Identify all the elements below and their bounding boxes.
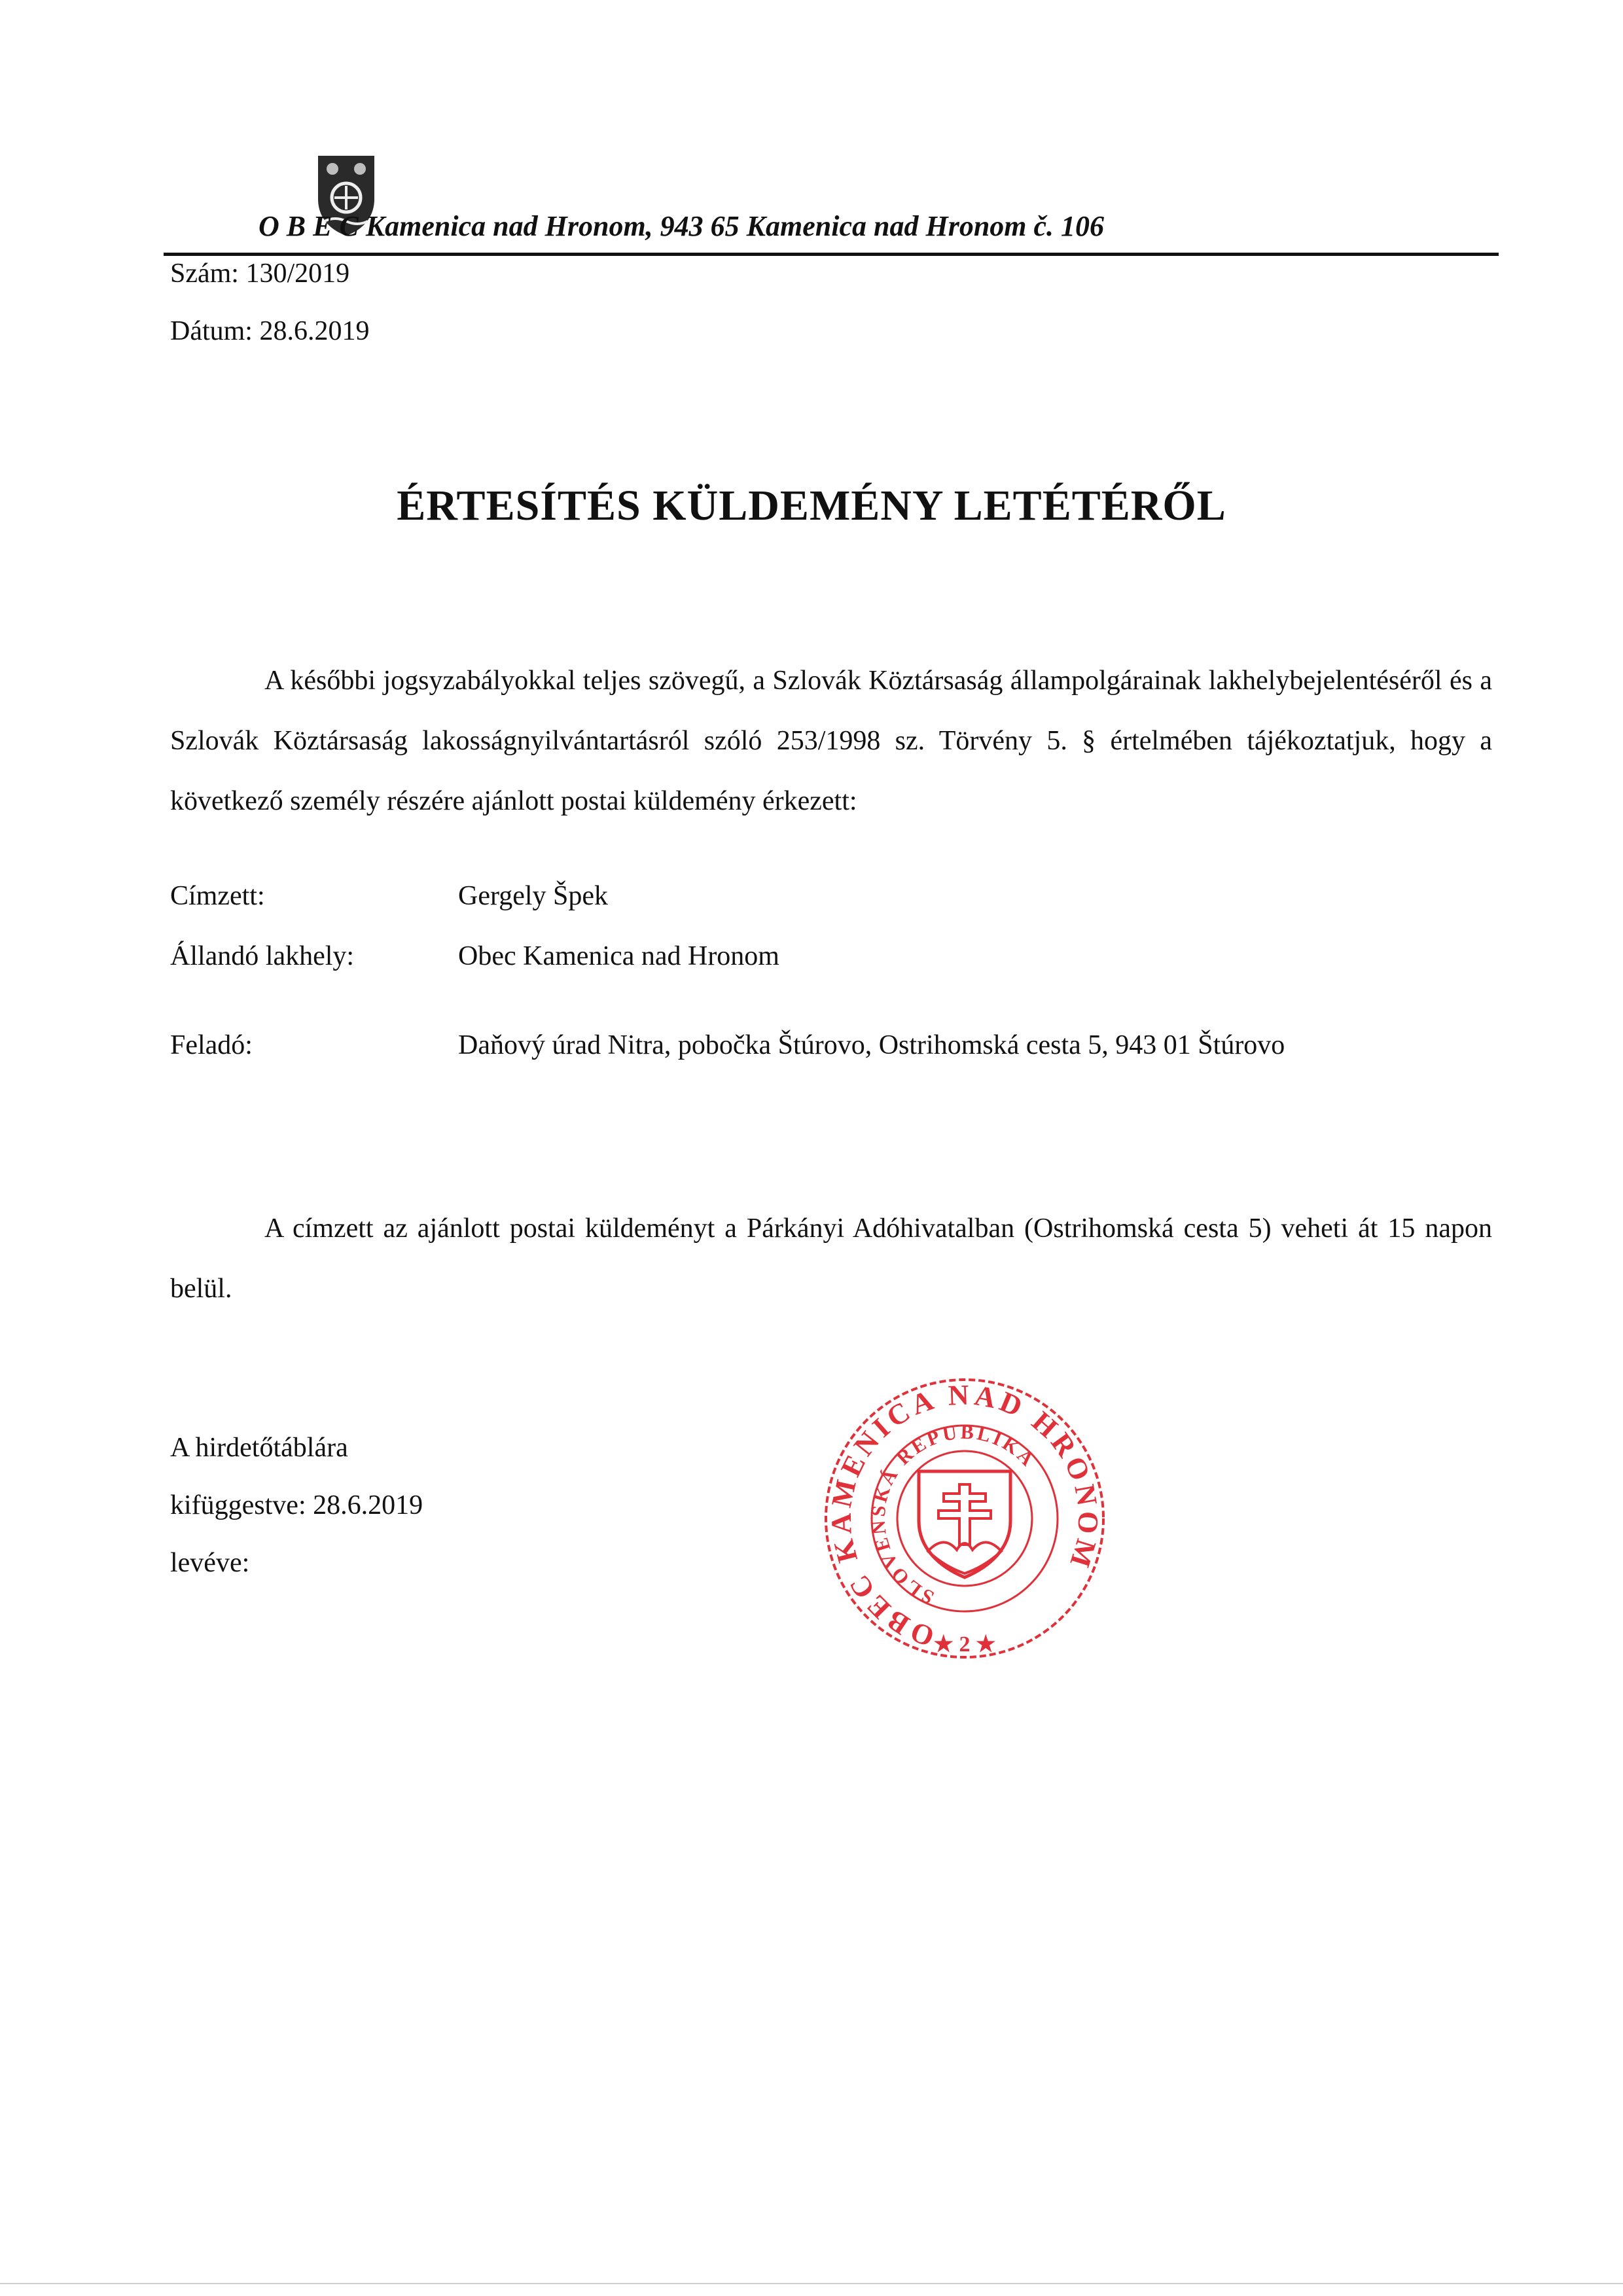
notice-posted: kifüggestve: 28.6.2019 — [170, 1490, 423, 1520]
intro-paragraph-text: A későbbi jogsyzabályokkal teljes szövegű, a Szlovák Köztársaság állampolgárainak lakhelybejelentéséről és a Szlovák Köztársaság lakosságnyilvántartásról szóló 253/1998 sz. Törvény 5. § értelmében tájékoztatjuk, hogy a következő személy részére ajánlott postai küldemény érkezett: — [170, 666, 1492, 816]
recipient-label: Címzett: — [170, 881, 265, 911]
letterhead-divider — [164, 253, 1499, 256]
document-number: Szám: 130/2019 — [170, 259, 350, 289]
svg-text:SLOVENSKÁ REPUBLIKA: SLOVENSKÁ REPUBLIKA — [867, 1421, 1040, 1609]
residence-value: Obec Kamenica nad Hronom — [458, 941, 779, 971]
sender-value: Daňový úrad Nitra, pobočka Štúrovo, Ostrihomská cesta 5, 943 01 Štúrovo — [458, 1030, 1285, 1060]
letterhead-obec: O B E C — [259, 210, 359, 242]
document-date: Dátum: 28.6.2019 — [170, 316, 370, 346]
sender-label: Feladó: — [170, 1030, 253, 1060]
residence-label: Állandó lakhely: — [170, 941, 355, 971]
letterhead-address: Kamenica nad Hronom, 943 65 Kamenica nad Hronom č. 106 — [365, 210, 1105, 242]
intro-paragraph — [170, 651, 1492, 831]
svg-text:OBEC KAMENICA NAD HRONOM: OBEC KAMENICA NAD HRONOM — [825, 1378, 1105, 1654]
document-title: ÉRTESÍTÉS KÜLDEMÉNY LETÉTÉRŐL — [397, 482, 1226, 529]
official-stamp — [819, 1373, 1111, 1664]
notice-removed: levéve: — [170, 1548, 250, 1578]
pickup-paragraph-text: A címzett az ajánlott postai küldeményt a Párkányi Adóhivatalban (Ostrihomská cesta 5) veheti át 15 napon belül. — [170, 1213, 1492, 1304]
page-bottom-edge — [0, 2283, 1623, 2284]
svg-text:★ 2 ★: ★ 2 ★ — [933, 1632, 996, 1657]
letterhead — [259, 209, 1364, 243]
notice-board-label: A hirdetőtáblára — [170, 1433, 348, 1463]
pickup-paragraph — [170, 1198, 1492, 1319]
recipient-value: Gergely Špek — [458, 881, 609, 911]
